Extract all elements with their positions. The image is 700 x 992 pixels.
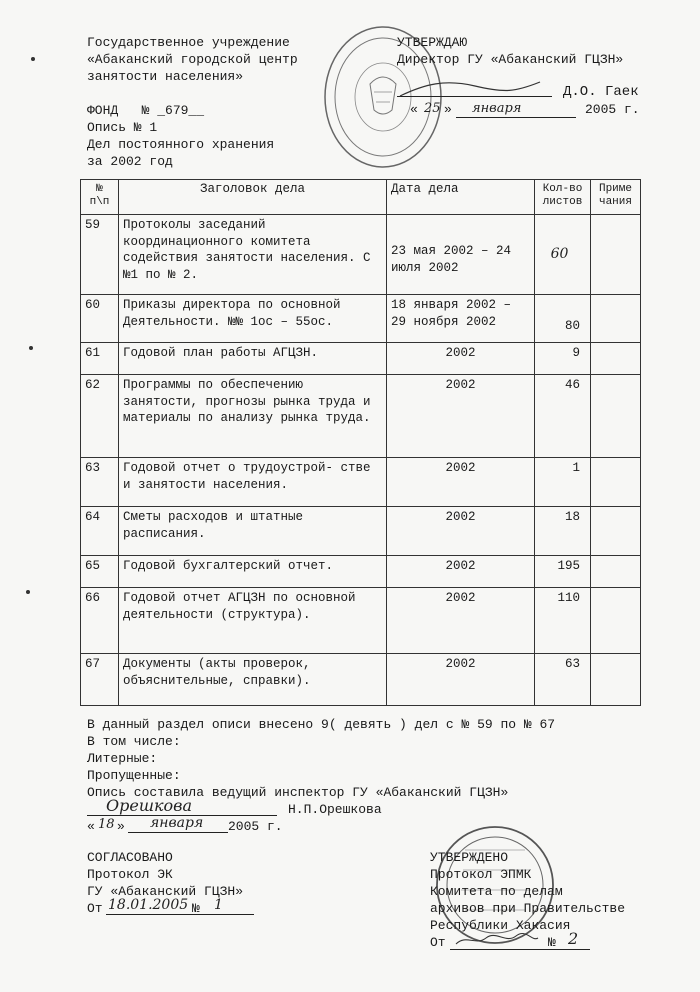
row-num: 67: [81, 654, 119, 706]
compiled-line: Опись составила ведущий инспектор ГУ «Абаканский ГЦЗН»: [87, 785, 509, 800]
header-num: № п\п: [81, 180, 119, 215]
approved2-num-value: 2: [568, 929, 579, 948]
row-sheets: 110: [535, 588, 591, 654]
row-notes: [591, 215, 641, 295]
row-title: Годовой отчет о трудоустрой- стве и занятости населения.: [119, 458, 387, 507]
agreed-date-line: [106, 914, 254, 915]
margin-dot: [29, 346, 33, 350]
date-line: [456, 117, 576, 118]
row-title: Годовой отчет АГЦЗН по основной деятельности (структура).: [119, 588, 387, 654]
row-sheets: 46: [535, 375, 591, 458]
row-notes: [591, 588, 641, 654]
org-line-2: «Абаканский городской центр: [87, 52, 298, 67]
approved2-num-label: №: [548, 935, 556, 950]
row-num: 64: [81, 507, 119, 556]
org-line-3: занятости населения»: [87, 69, 244, 84]
row-date: 2002: [387, 556, 535, 588]
approve-date-month: января: [472, 101, 522, 116]
row-sheets: 60: [535, 215, 591, 295]
table-row: [81, 507, 641, 556]
table-row: [81, 458, 641, 507]
agreed-line-1: Протокол ЭК: [87, 867, 173, 882]
incl-line: В том числе:: [87, 734, 181, 749]
compiled-date-day: 18: [98, 817, 115, 832]
approve-label: УТВЕРЖДАЮ: [397, 35, 468, 50]
row-title: Сметы расходов и штатные расписания.: [119, 507, 387, 556]
compiled-date-month: января: [150, 815, 204, 831]
compiled-date-line: [128, 832, 228, 833]
agreed-from-date: 18.01.2005: [108, 897, 189, 913]
row-date: 2002: [387, 507, 535, 556]
table-row: [81, 588, 641, 654]
compiler-signature: Орешкова: [106, 796, 193, 815]
row-notes: [591, 654, 641, 706]
approved2-line-3: архивов при Правительстве: [430, 901, 626, 916]
row-date: 2002: [387, 458, 535, 507]
table-row: [81, 556, 641, 588]
approve-date-open: «: [410, 102, 418, 117]
director-signature: [395, 74, 545, 104]
table-row: [81, 654, 641, 706]
approved2-date-scribble: [452, 930, 542, 950]
row-date: 2002: [387, 588, 535, 654]
desc-line-2: за 2002 год: [87, 154, 173, 169]
skipped-line: Пропущенные:: [87, 768, 181, 783]
margin-dot: [26, 590, 30, 594]
row-num: 66: [81, 588, 119, 654]
row-title: Приказы директора по основной Деятельности. №№ 1ос – 55ос.: [119, 295, 387, 343]
agreed-num-label: №: [192, 901, 200, 916]
row-num: 60: [81, 295, 119, 343]
row-notes: [591, 507, 641, 556]
row-sheets: 9: [535, 343, 591, 375]
opis-line: Опись № 1: [87, 120, 158, 135]
row-sheets: 1: [535, 458, 591, 507]
table-header-row: [81, 180, 641, 215]
approve-date-close: »: [444, 102, 452, 117]
row-title: Документы (акты проверок, объяснительные, справки).: [119, 654, 387, 706]
row-date: 23 мая 2002 – 24 июля 2002: [387, 215, 535, 295]
row-date: 2002: [387, 375, 535, 458]
row-notes: [591, 458, 641, 507]
approve-name: Д.О. Гаек: [563, 84, 639, 100]
inventory-table: [80, 179, 641, 706]
compiled-date-open: «: [87, 819, 95, 834]
row-num: 61: [81, 343, 119, 375]
header-title: Заголовок дела: [119, 180, 387, 215]
approve-date-day: 25: [424, 101, 441, 116]
approved2-from-label: От: [430, 935, 446, 950]
table-row: [81, 215, 641, 295]
agreed-num-value: 1: [214, 897, 223, 913]
approved2-line-1: Протокол ЭПМК: [430, 867, 532, 882]
row-notes: [591, 556, 641, 588]
agreed-line-2: ГУ «Абаканский ГЦЗН»: [87, 884, 244, 899]
fund-line: ФОНД № _679__: [87, 103, 205, 118]
row-num: 59: [81, 215, 119, 295]
row-num: 65: [81, 556, 119, 588]
table-row: [81, 295, 641, 343]
compiled-date-year: 2005 г.: [228, 819, 283, 834]
summary-line: В данный раздел описи внесено 9( девять ) дел с № 59 по № 67: [87, 717, 556, 732]
header-sheets: Кол-во листов: [535, 180, 591, 215]
row-date: 2002: [387, 654, 535, 706]
approve-date-year: 2005 г.: [585, 102, 640, 117]
row-notes: [591, 375, 641, 458]
desc-line-1: Дел постоянного хранения: [87, 137, 275, 152]
compiler-name: Н.П.Орешкова: [288, 802, 382, 817]
row-date: 2002: [387, 343, 535, 375]
row-num: 63: [81, 458, 119, 507]
row-sheets: 63: [535, 654, 591, 706]
row-notes: [591, 343, 641, 375]
row-sheets: 18: [535, 507, 591, 556]
approved2-date-line: [450, 949, 590, 950]
table-row: [81, 375, 641, 458]
row-title: Годовой план работы АГЦЗН.: [119, 343, 387, 375]
header-notes: Приме чания: [591, 180, 641, 215]
compiled-date-close: »: [117, 819, 125, 834]
approved2-line-4: Республики Хакасия: [430, 918, 571, 933]
row-sheets: 80: [535, 295, 591, 343]
row-num: 62: [81, 375, 119, 458]
org-line-1: Государственное учреждение: [87, 35, 290, 50]
row-notes: [591, 295, 641, 343]
agreed-from-label: От: [87, 901, 103, 916]
approve-position: Директор ГУ «Абаканский ГЦЗН»: [397, 52, 624, 67]
header-date: Дата дела: [387, 180, 535, 215]
row-title: Программы по обеспечению занятости, прогнозы рынка труда и материалы по анализу рынка труда.: [119, 375, 387, 458]
literal-line: Литерные:: [87, 751, 158, 766]
agreed-label: СОГЛАСОВАНО: [87, 850, 173, 865]
approved2-line-2: Комитета по делам: [430, 884, 563, 899]
table-row: [81, 343, 641, 375]
row-title: Протоколы заседаний координационного комитета содействия занятости населения. С №1 по № 2.: [119, 215, 387, 295]
row-sheets: 195: [535, 556, 591, 588]
margin-dot: [31, 57, 35, 61]
approved2-label: УТВЕРЖДЕНО: [430, 850, 509, 865]
row-title: Годовой бухгалтерский отчет.: [119, 556, 387, 588]
row-date: 18 января 2002 – 29 ноября 2002: [387, 295, 535, 343]
